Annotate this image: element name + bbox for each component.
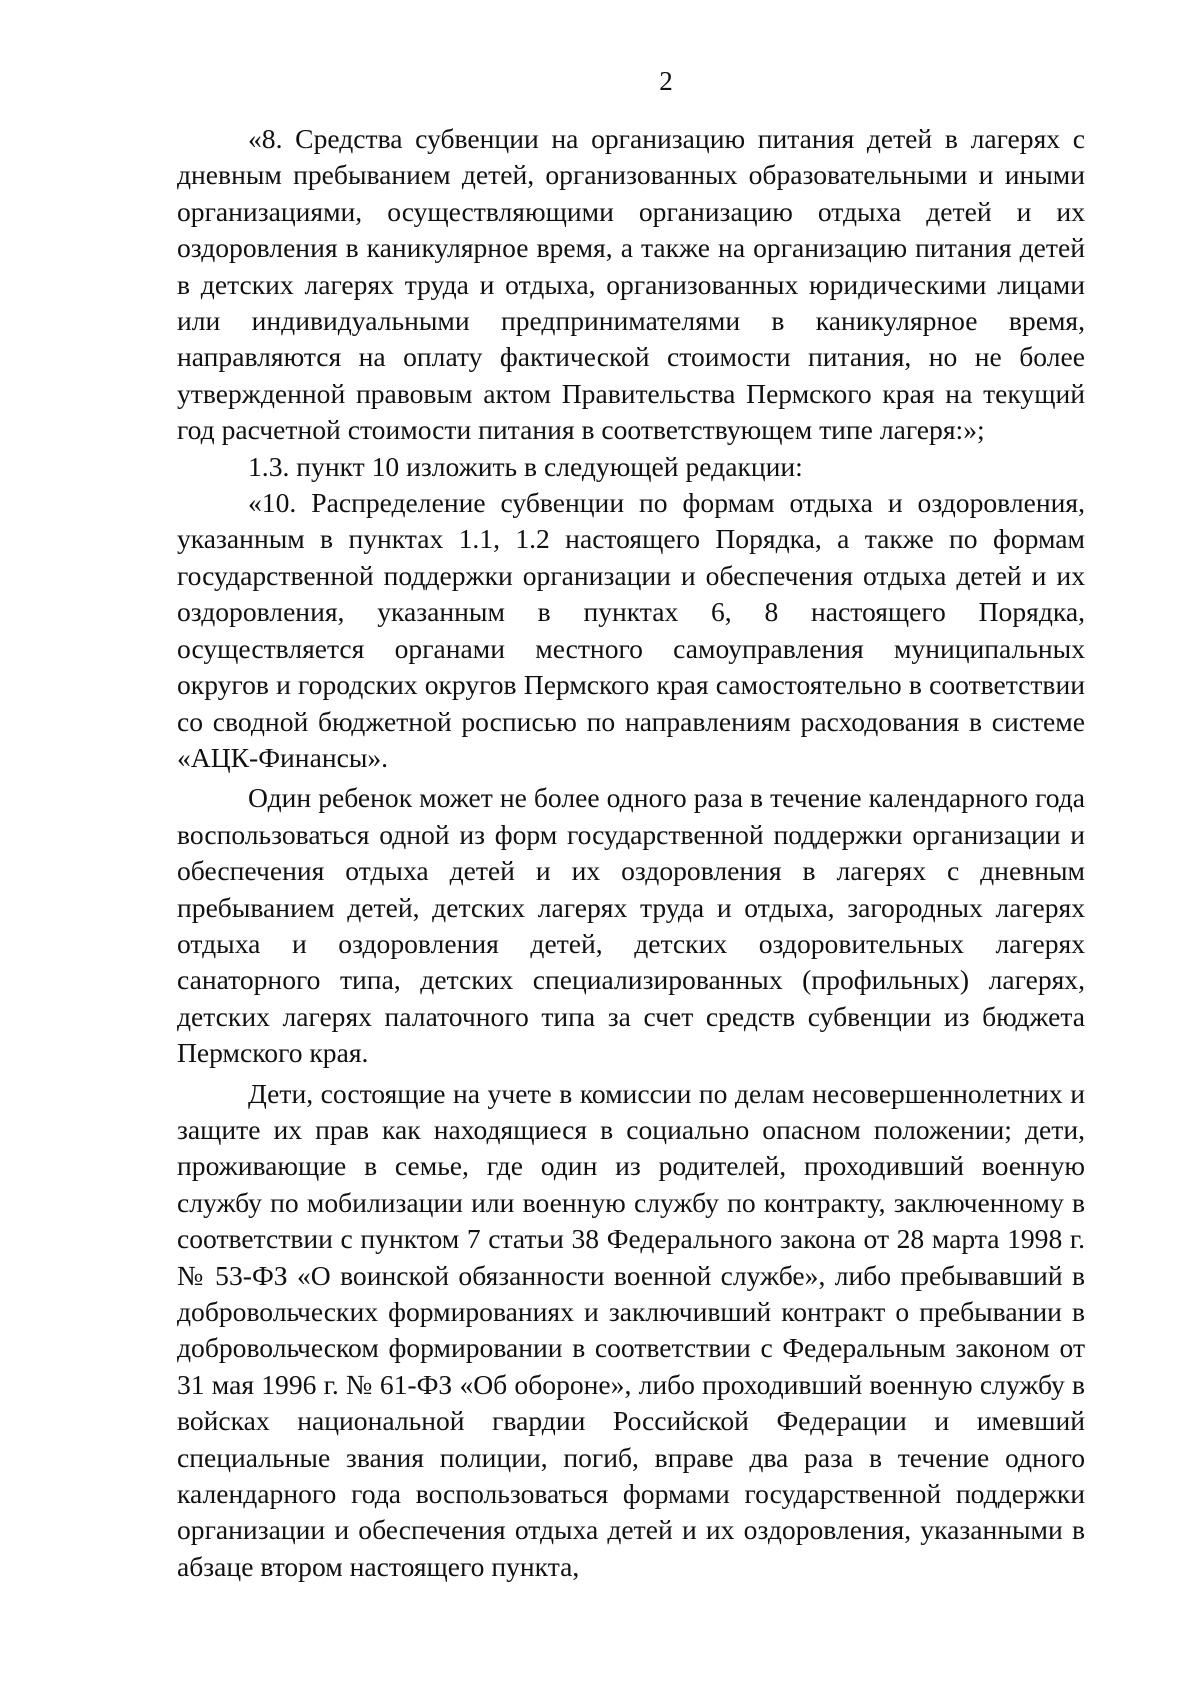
paragraph-item-10: «10. Распределение субвенции по формам отдыха и оздоровления, указанным в пунктах 1.1, 1.2 настоящего Порядка, а также по формам государственной поддержки организации и обеспечения отдыха детей и их оздоровления, указанным в пунктах 6, 8 настоящего Порядка, осуществляется органами местного самоуправления муниципальных округов и городских округов Пермского края самостоятельно в соответствии со сводной бюджетной росписью по направлениям расходования в системе «АЦК-Финансы». — [177, 487, 1085, 773]
paragraph-subvention-item-8: «8. Средства субвенции на организацию питания детей в лагерях с дневным пребыванием детей, организованных образовательными и иными организациями, осуществляющими организацию отдыха детей и их оздоровления в каникулярное время, а также на организацию питания детей в детских лагерях труда и отдыха, организованных юридическими лицами или индивидуальными предпринимателями в каникулярное время, направляются на оплату фактической стоимости питания, но не более утвержденной правовым актом Правительства Пермского края на текущий год расчетной стоимости питания в соответствующем типе лагеря:»; — [177, 123, 1085, 446]
paragraph-item-1-3: 1.3. пункт 10 изложить в следующей редакции: — [248, 450, 803, 482]
paragraph-one-child-rule: Один ребенок может не более одного раза в течение календарного года воспользоваться одной из форм государственной поддержки организации и обеспечения отдыха детей и их оздоровления в лагерях с дневным пребыванием детей, детских лагерях труда и отдыха, загородных лагерях отдыха и оздоровления детей, детских оздоровительных лагерях санаторного типа, детских специализированных (профильных) лагерях, детских лагерях палаточного типа за счет средств субвенции из бюджета Пермского края. — [177, 782, 1085, 1069]
document-body — [177, 121, 1085, 1585]
page-number: 2 — [659, 66, 673, 96]
paragraph-children-categories: Дети, состоящие на учете в комиссии по делам несовершеннолетних и защите их прав как находящиеся в социально опасном положении; дети, проживающие в семье, где один из родителей, проходивший военную службу по мобилизации или военную службу по контракту, заключенному в соответствии с пунктом 7 статьи 38 Федерального закона от 28 марта 1998 г. № 53-ФЗ «О воинской обязанности военной службе», либо пребывавший в добровольческих формированиях и заключивший контракт о пребывании в добровольческом формировании в соответствии с Федеральным законом от 31 мая 1996 г. № 61-ФЗ «Об обороне», либо проходивший военную службу в войсках национальной гвардии Российской Федерации и имевший специальные звания полиции, погиб, вправе два раза в течение одного календарного года воспользоваться формами государственной поддержки организации и обеспечения отдыха детей и их оздоровления, указанными в абзаце втором настоящего пункта, — [177, 1077, 1085, 1582]
